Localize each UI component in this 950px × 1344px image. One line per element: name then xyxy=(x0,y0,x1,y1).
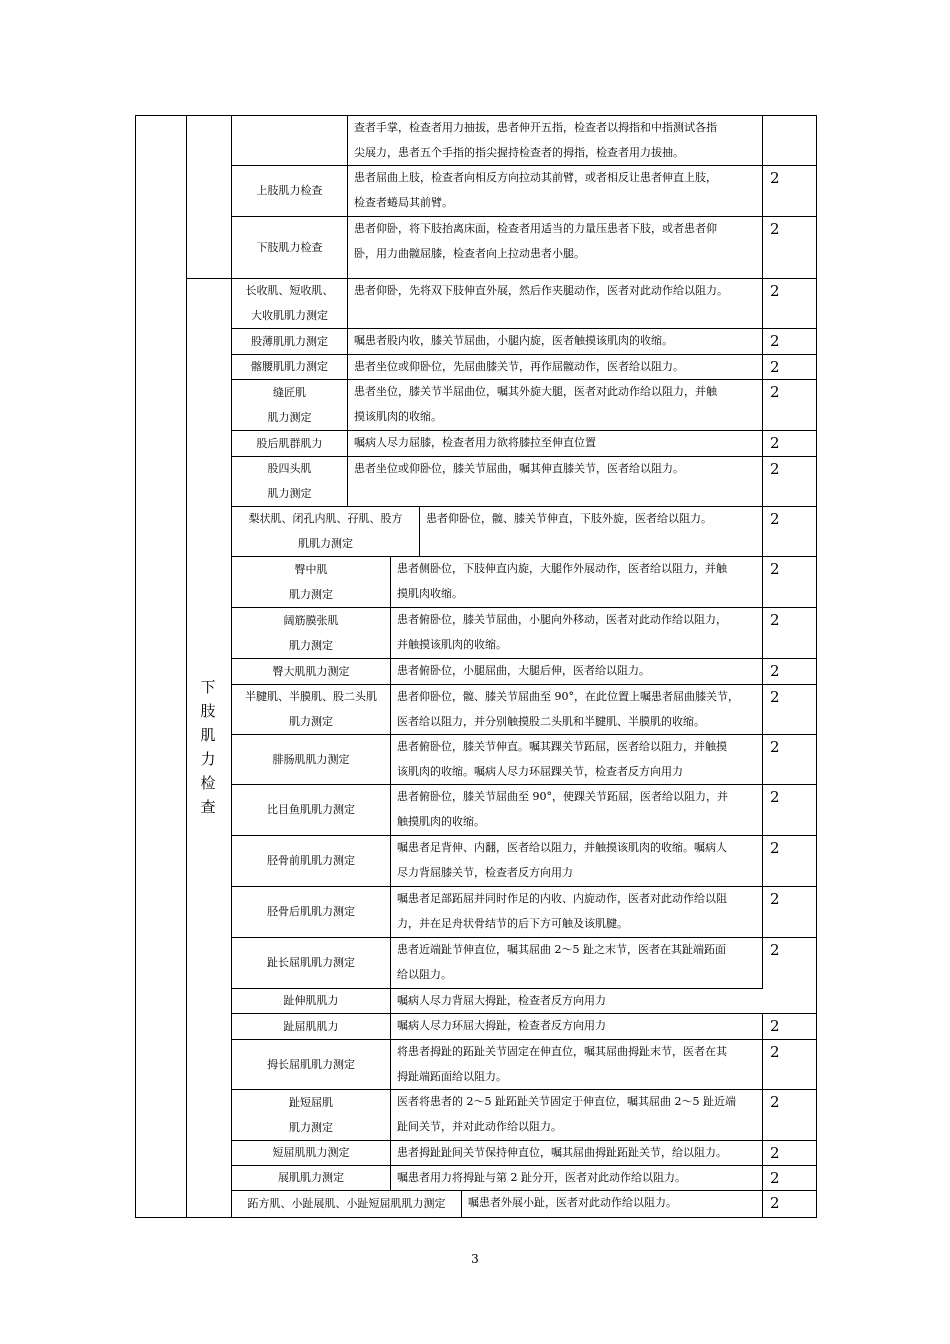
table-left-border xyxy=(135,115,136,1218)
description-line: 患者仰卧，将下肢抬离床面，检查者用适当的力量压患者下肢，或者患者仰 xyxy=(354,222,717,235)
test-item-name xyxy=(232,1165,390,1190)
score-divider xyxy=(762,784,763,836)
item-desc-divider xyxy=(390,1013,391,1040)
description-line: 嘱患者足部跖屈并同时作足的内收、内旋动作，医者对此动作给以阻 xyxy=(397,892,727,905)
item-desc-divider xyxy=(347,456,348,507)
test-item-name xyxy=(232,1052,390,1077)
test-method-description xyxy=(397,784,760,834)
score-value: 2 xyxy=(770,383,780,401)
test-item-line: 上肢肌力检查 xyxy=(256,184,323,197)
score-value: 2 xyxy=(770,358,780,376)
side-label-char: 肢 xyxy=(200,702,216,720)
score-value: 2 xyxy=(770,890,780,908)
item-desc-divider xyxy=(390,607,391,659)
test-item-name xyxy=(232,278,347,328)
test-item-line: 大收肌肌力测定 xyxy=(251,309,328,322)
description-line: 摸该肌肉的收缩。 xyxy=(354,410,442,423)
item-desc-divider xyxy=(347,278,348,329)
description-line: 患者仰卧，先将双下肢伸直外展，然后作夹腿动作，医者对此动作给以阻力。 xyxy=(354,284,728,297)
test-method-description xyxy=(397,1013,760,1038)
test-item-line: 趾长屈肌肌力测定 xyxy=(267,956,355,969)
item-desc-divider xyxy=(390,988,391,1014)
test-method-description xyxy=(397,1140,760,1165)
test-method-description xyxy=(397,556,760,606)
test-item-name xyxy=(232,1191,461,1216)
test-item-line: 肌力测定 xyxy=(289,715,333,728)
description-line: 摸肌肉收缩。 xyxy=(397,587,463,600)
score-divider xyxy=(762,354,763,380)
description-line: 患者俯卧位，膝关节伸直。嘱其踝关节跖屈，医者给以阻力，并触摸 xyxy=(397,740,727,753)
score-value: 2 xyxy=(770,1194,780,1212)
test-method-description xyxy=(426,506,760,531)
test-item-line: 缝匠肌 xyxy=(273,385,306,399)
test-method-description xyxy=(354,354,760,379)
test-method-description xyxy=(397,835,760,885)
description-line: 嘱病人尽力背屈大拇趾，检查者反方向用力 xyxy=(397,994,606,1007)
score-divider xyxy=(762,165,763,217)
score-value: 2 xyxy=(770,434,780,452)
test-method-description xyxy=(397,1165,760,1190)
test-method-description xyxy=(397,658,760,683)
score-value: 2 xyxy=(770,169,780,187)
description-line: 嘱病人尽力屈膝，检查者用力欲将膝拉至伸直位置 xyxy=(354,436,596,449)
item-desc-divider xyxy=(390,658,391,685)
item-desc-divider xyxy=(347,165,348,217)
test-method-description xyxy=(397,684,760,734)
item-desc-divider xyxy=(390,734,391,785)
test-item-name xyxy=(232,1140,390,1165)
test-item-line: 趾屈肌肌力 xyxy=(283,1019,339,1033)
score-value: 2 xyxy=(770,611,780,629)
test-method-description xyxy=(468,1190,760,1215)
description-line: 医者将患者的 2～5 趾跖趾关节固定于伸直位，嘱其屈曲 2～5 趾近端 xyxy=(397,1095,736,1108)
test-method-description xyxy=(354,379,760,429)
item-desc-divider xyxy=(390,1039,391,1090)
test-item-line: 臀中肌 xyxy=(294,562,328,576)
score-divider xyxy=(762,1165,763,1191)
description-line: 嘱患者用力将拇趾与第 2 趾分开，医者对此动作给以阻力。 xyxy=(397,1171,686,1184)
score-divider xyxy=(762,937,763,989)
score-value: 2 xyxy=(770,1017,780,1035)
item-desc-divider xyxy=(390,556,391,608)
score-value: 2 xyxy=(770,220,780,238)
test-item-name xyxy=(232,1090,390,1140)
score-divider xyxy=(762,278,763,329)
item-desc-divider xyxy=(347,379,348,431)
description-line: 尽力背屈膝关节，检查者反方向用力 xyxy=(397,866,573,879)
test-method-description xyxy=(354,115,760,165)
description-line: 趾间关节，并对此动作给以阻力。 xyxy=(397,1120,562,1133)
test-method-description xyxy=(397,607,760,657)
test-item-name xyxy=(232,456,347,506)
description-line: 嘱患者足背伸、内翻，医者给以阻力，并触摸该肌肉的收缩。嘱病人 xyxy=(397,841,727,854)
score-value: 2 xyxy=(770,1169,780,1187)
description-line: 检查者蜷局其前臂。 xyxy=(354,196,453,209)
description-line: 患者俯卧位，膝关节屈曲，小腿向外移动，医者对此动作给以阻力， xyxy=(397,613,727,626)
score-value: 2 xyxy=(770,460,780,478)
description-line: 患者拇趾趾间关节保持伸直位，嘱其屈曲拇趾跖趾关节，给以阻力。 xyxy=(397,1146,727,1159)
test-item-line: 臀大肌肌力测定 xyxy=(272,664,350,678)
item-desc-divider xyxy=(347,216,348,279)
test-item-line: 展肌肌力测定 xyxy=(278,1171,344,1184)
score-value: 2 xyxy=(770,332,780,350)
description-line: 力，并在足舟状骨结节的后下方可触及该肌腱。 xyxy=(397,917,628,930)
test-item-line: 肌力测定 xyxy=(289,1120,333,1134)
test-item-line: 股薄肌肌力测定 xyxy=(251,334,328,348)
test-item-name xyxy=(232,506,419,556)
test-method-description xyxy=(354,278,760,303)
description-line: 患者近端趾节伸直位，嘱其屈曲 2～5 趾之末节，医者在其趾端跖面 xyxy=(397,943,726,956)
test-method-description xyxy=(397,886,760,936)
score-divider xyxy=(762,1013,763,1040)
score-divider xyxy=(762,734,763,785)
test-item-name xyxy=(232,797,390,822)
test-method-description xyxy=(397,988,760,1013)
description-line: 尖展力，患者五个手指的指尖握持检查者的拇指，检查者用力拔抽。 xyxy=(354,146,684,159)
test-method-description xyxy=(397,1039,760,1089)
test-item-name xyxy=(232,950,390,975)
score-value: 2 xyxy=(770,1093,780,1111)
score-divider xyxy=(762,607,763,659)
test-item-line: 股四头肌 xyxy=(267,462,312,475)
test-method-description xyxy=(354,328,760,353)
test-item-line: 下肢肌力检查 xyxy=(256,240,323,254)
test-item-line: 拇长屈肌肌力测定 xyxy=(267,1057,355,1071)
test-method-description xyxy=(354,216,760,266)
item-desc-divider xyxy=(347,115,348,166)
test-method-description xyxy=(397,734,760,784)
test-item-name xyxy=(232,235,347,260)
test-item-name xyxy=(232,1014,390,1039)
test-item-name xyxy=(232,557,390,607)
description-line: 卧，用力曲髋屈膝，检查者向上拉动患者小腿。 xyxy=(354,247,585,260)
description-line: 嘱患者股内收，膝关节屈曲，小腿内旋，医者触摸该肌肉的收缩。 xyxy=(354,334,673,347)
side-column-border xyxy=(186,115,187,1218)
test-item-name xyxy=(232,354,347,379)
test-item-name xyxy=(232,899,390,924)
description-line: 查者手掌，检查者用力抽拔，患者伸开五指，检查者以拇指和中指测试各指 xyxy=(354,121,717,134)
description-line: 该肌肉的收缩。嘱病人尽力环屈踝关节，检查者反方向用力 xyxy=(397,765,683,778)
test-item-name xyxy=(232,380,347,430)
description-line: 嘱患者外展小趾，医者对此动作给以阻力。 xyxy=(468,1196,677,1209)
score-divider xyxy=(762,1089,763,1141)
test-item-line: 梨状肌、闭孔内肌、孖肌、股方 xyxy=(248,512,403,525)
test-item-line: 股后肌群肌力 xyxy=(256,436,323,450)
score-divider xyxy=(762,506,763,557)
test-item-line: 趾伸肌肌力 xyxy=(283,994,339,1007)
test-item-line: 腓肠肌肌力测定 xyxy=(272,752,350,766)
page-number: 3 xyxy=(471,1252,479,1266)
test-item-name xyxy=(232,329,347,354)
description-line: 将患者拇趾的跖趾关节固定在伸直位，嘱其屈曲拇趾末节，医者在其 xyxy=(397,1045,727,1058)
test-item-line: 胫骨后肌肌力测定 xyxy=(267,905,355,918)
description-line: 患者坐位，膝关节半屈曲位，嘱其外旋大腿，医者对此动作给以阻力，并触 xyxy=(354,385,717,398)
test-item-name xyxy=(232,988,390,1013)
test-method-description xyxy=(397,937,760,987)
description-line: 并触摸该肌肉的收缩。 xyxy=(397,638,507,651)
description-line: 患者俯卧位，膝关节屈曲至 90°，使踝关节跖屈，医者给以阻力，并 xyxy=(397,790,728,803)
description-line: 患者侧卧位，下肢伸直内旋，大腿作外展动作，医者给以阻力，并触 xyxy=(397,562,727,575)
score-divider xyxy=(762,115,763,166)
side-label-char: 肌 xyxy=(200,726,216,744)
item-desc-divider xyxy=(390,1089,391,1141)
description-line: 患者坐位或仰卧位，膝关节屈曲，嘱其伸直膝关节，医者给以阻力。 xyxy=(354,462,684,475)
score-value: 2 xyxy=(770,788,780,806)
side-label-char: 检 xyxy=(200,774,216,792)
table-right-border xyxy=(816,115,817,1218)
side-label-char: 查 xyxy=(200,798,216,816)
score-divider xyxy=(762,456,763,507)
description-line: 患者仰卧位，髋、膝关节屈曲至 90°，在此位置上嘱患者屈曲膝关节， xyxy=(397,690,739,703)
test-item-name xyxy=(232,659,390,684)
description-line: 患者仰卧位，髋、膝关节伸直，下肢外旋，医者给以阻力。 xyxy=(426,512,712,525)
test-item-name xyxy=(232,608,390,658)
item-desc-divider xyxy=(347,354,348,380)
score-value: 2 xyxy=(770,941,780,959)
test-method-description xyxy=(354,430,760,455)
score-value: 2 xyxy=(770,688,780,706)
test-item-line: 肌力测定 xyxy=(267,487,312,500)
score-divider xyxy=(762,684,763,735)
test-item-line: 肌肌力测定 xyxy=(298,537,353,550)
test-item-name xyxy=(232,684,390,734)
score-value: 2 xyxy=(770,510,780,528)
score-value: 2 xyxy=(770,1043,780,1061)
description-line: 给以阻力。 xyxy=(397,968,452,981)
item-desc-divider xyxy=(347,430,348,457)
test-item-name xyxy=(232,848,390,873)
test-method-description xyxy=(354,456,760,481)
score-divider xyxy=(762,835,763,887)
description-line: 拇趾端跖面给以阻力。 xyxy=(397,1070,507,1083)
test-item-line: 胫骨前肌肌力测定 xyxy=(267,854,355,867)
score-divider xyxy=(762,1140,763,1166)
test-item-line: 比目鱼肌肌力测定 xyxy=(267,803,355,816)
item-desc-divider xyxy=(347,328,348,355)
description-line: 嘱病人尽力环屈大拇趾，检查者反方向用力 xyxy=(397,1019,606,1032)
score-divider xyxy=(762,1039,763,1090)
description-line: 医者给以阻力，并分别触摸股二头肌和半腱肌、半膜肌的收缩。 xyxy=(397,715,705,728)
item-desc-divider xyxy=(461,1190,462,1218)
side-label-char: 力 xyxy=(200,750,216,768)
test-item-line: 跖方肌、小趾展肌、小趾短屈肌肌力测定 xyxy=(247,1197,446,1210)
score-value: 2 xyxy=(770,738,780,756)
item-desc-divider xyxy=(419,506,420,557)
description-line: 患者坐位或仰卧位，先屈曲膝关节，再作屈髋动作，医者给以阻力。 xyxy=(354,360,684,373)
test-item-line: 阔筋膜张肌 xyxy=(283,613,339,627)
test-item-line: 短屈肌肌力测定 xyxy=(272,1146,350,1159)
test-item-name xyxy=(232,178,347,203)
score-divider xyxy=(762,556,763,608)
score-value: 2 xyxy=(770,560,780,578)
score-value: 2 xyxy=(770,1144,780,1162)
test-item-name xyxy=(232,747,390,772)
test-item-line: 肌力测定 xyxy=(289,587,333,601)
item-desc-divider xyxy=(390,886,391,938)
description-line: 患者屈曲上肢，检查者向相反方向拉动其前臂，或者相反让患者伸直上肢， xyxy=(354,171,717,184)
score-value: 2 xyxy=(770,839,780,857)
side-label-char: 下 xyxy=(200,678,216,696)
test-item-line: 长收肌、短收肌、 xyxy=(245,284,334,297)
score-divider xyxy=(762,216,763,279)
test-item-line: 髂腰肌肌力测定 xyxy=(251,360,328,373)
item-desc-divider xyxy=(390,684,391,735)
score-value: 2 xyxy=(770,282,780,300)
score-divider xyxy=(762,328,763,355)
item-desc-divider xyxy=(390,784,391,836)
item-desc-divider xyxy=(390,937,391,989)
score-divider xyxy=(762,886,763,938)
score-value: 2 xyxy=(770,662,780,680)
test-item-name xyxy=(232,431,347,456)
test-method-description xyxy=(354,165,760,215)
description-line: 触摸肌肉的收缩。 xyxy=(397,815,485,828)
table-bottom-border xyxy=(135,1217,817,1218)
test-item-line: 肌力测定 xyxy=(289,638,333,652)
score-divider xyxy=(762,430,763,457)
description-line: 患者俯卧位，小腿屈曲，大腿后伸，医者给以阻力。 xyxy=(397,664,650,677)
score-divider xyxy=(762,658,763,685)
test-item-line: 肌力测定 xyxy=(267,410,312,424)
test-item-line: 趾短屈肌 xyxy=(289,1095,333,1109)
score-divider xyxy=(762,1190,763,1218)
test-item-line: 半腱肌、半膜肌、股二头肌 xyxy=(245,690,377,703)
score-divider xyxy=(762,379,763,431)
item-desc-divider xyxy=(390,1140,391,1166)
item-desc-divider xyxy=(390,835,391,887)
test-method-description xyxy=(397,1089,760,1139)
item-desc-divider xyxy=(390,1165,391,1191)
